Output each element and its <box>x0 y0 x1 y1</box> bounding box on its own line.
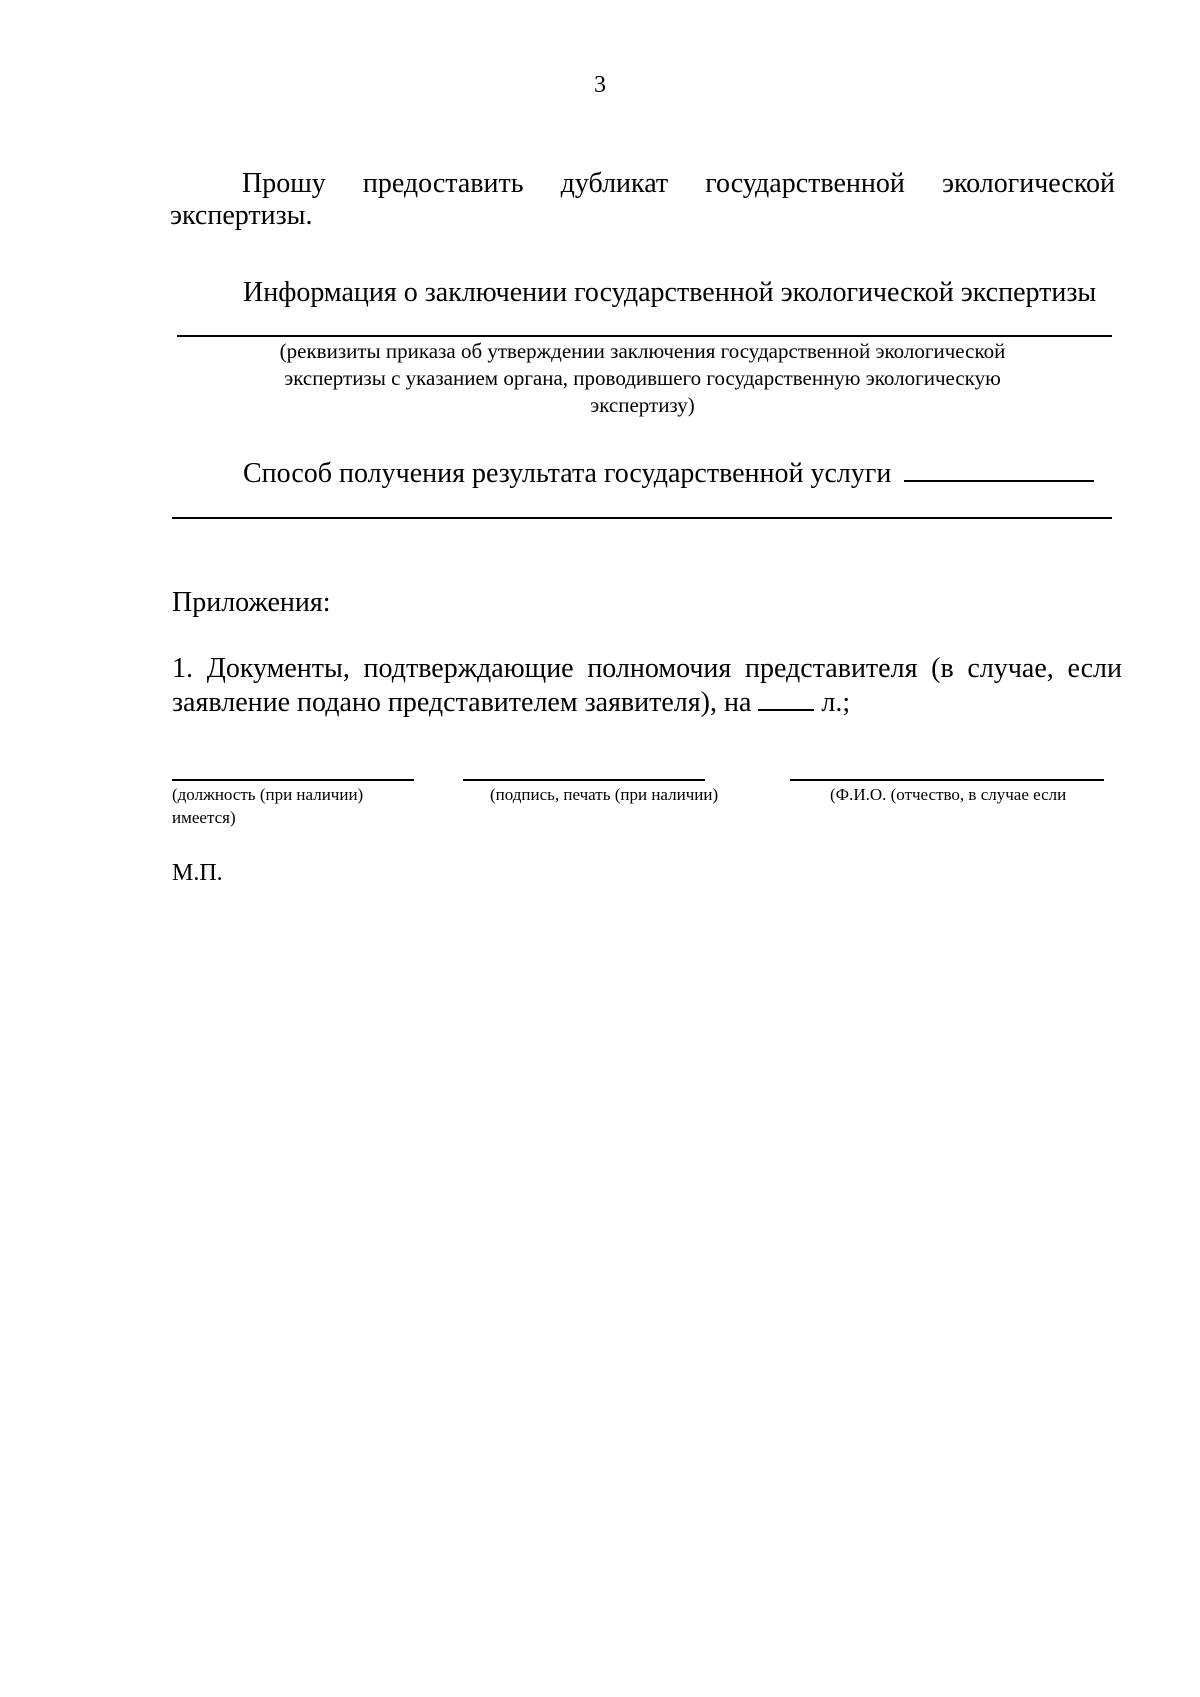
attachments-heading: Приложения: <box>172 587 331 618</box>
attachment-item-1 <box>172 653 1122 719</box>
info-fill-line <box>177 335 1112 337</box>
position-signature-line <box>172 779 414 781</box>
name-signature-line <box>790 779 1104 781</box>
info-heading: Информация о заключении государственной экологической экспертизы <box>243 277 1097 308</box>
method-fill-line-2 <box>172 517 1112 519</box>
info-caption-line-3: экспертизу) <box>590 393 695 417</box>
request-word: дубликат <box>560 168 669 199</box>
method-fill-blank <box>904 456 1094 482</box>
request-word: государственной <box>705 168 905 199</box>
page-number: 3 <box>594 72 606 98</box>
method-label: Способ получения результата государственной услуги <box>243 458 892 489</box>
request-word: Прошу <box>242 168 326 199</box>
info-caption-line-2: экспертизы с указанием органа, проводившего государственную экологическую <box>284 366 1001 390</box>
request-line-1 <box>170 168 1115 200</box>
attachment-item-1-line-1: 1. Документы, подтверждающие полномочия представителя (в случае, если <box>172 653 1122 684</box>
sign-signature-line <box>463 779 705 781</box>
request-word: предоставить <box>362 168 524 199</box>
request-word: экологической <box>941 168 1116 199</box>
method-line <box>243 456 1123 490</box>
name-caption: (Ф.И.О. (отчество, в случае если <box>830 785 1067 804</box>
info-caption <box>170 338 1115 419</box>
pages-count-blank <box>758 685 814 711</box>
attachment-item-1-line-2: заявление подано представителем заявителя), на л.; <box>172 687 851 718</box>
position-caption: (должность (при наличии) имеется) <box>172 785 364 827</box>
sign-caption: (подпись, печать (при наличии) <box>490 785 719 804</box>
request-paragraph <box>170 168 1115 232</box>
stamp-place: М.П. <box>172 860 223 886</box>
info-caption-line-1: (реквизиты приказа об утверждении заключения государственной экологической <box>279 339 1006 363</box>
request-line-2: экспертизы. <box>170 200 313 231</box>
